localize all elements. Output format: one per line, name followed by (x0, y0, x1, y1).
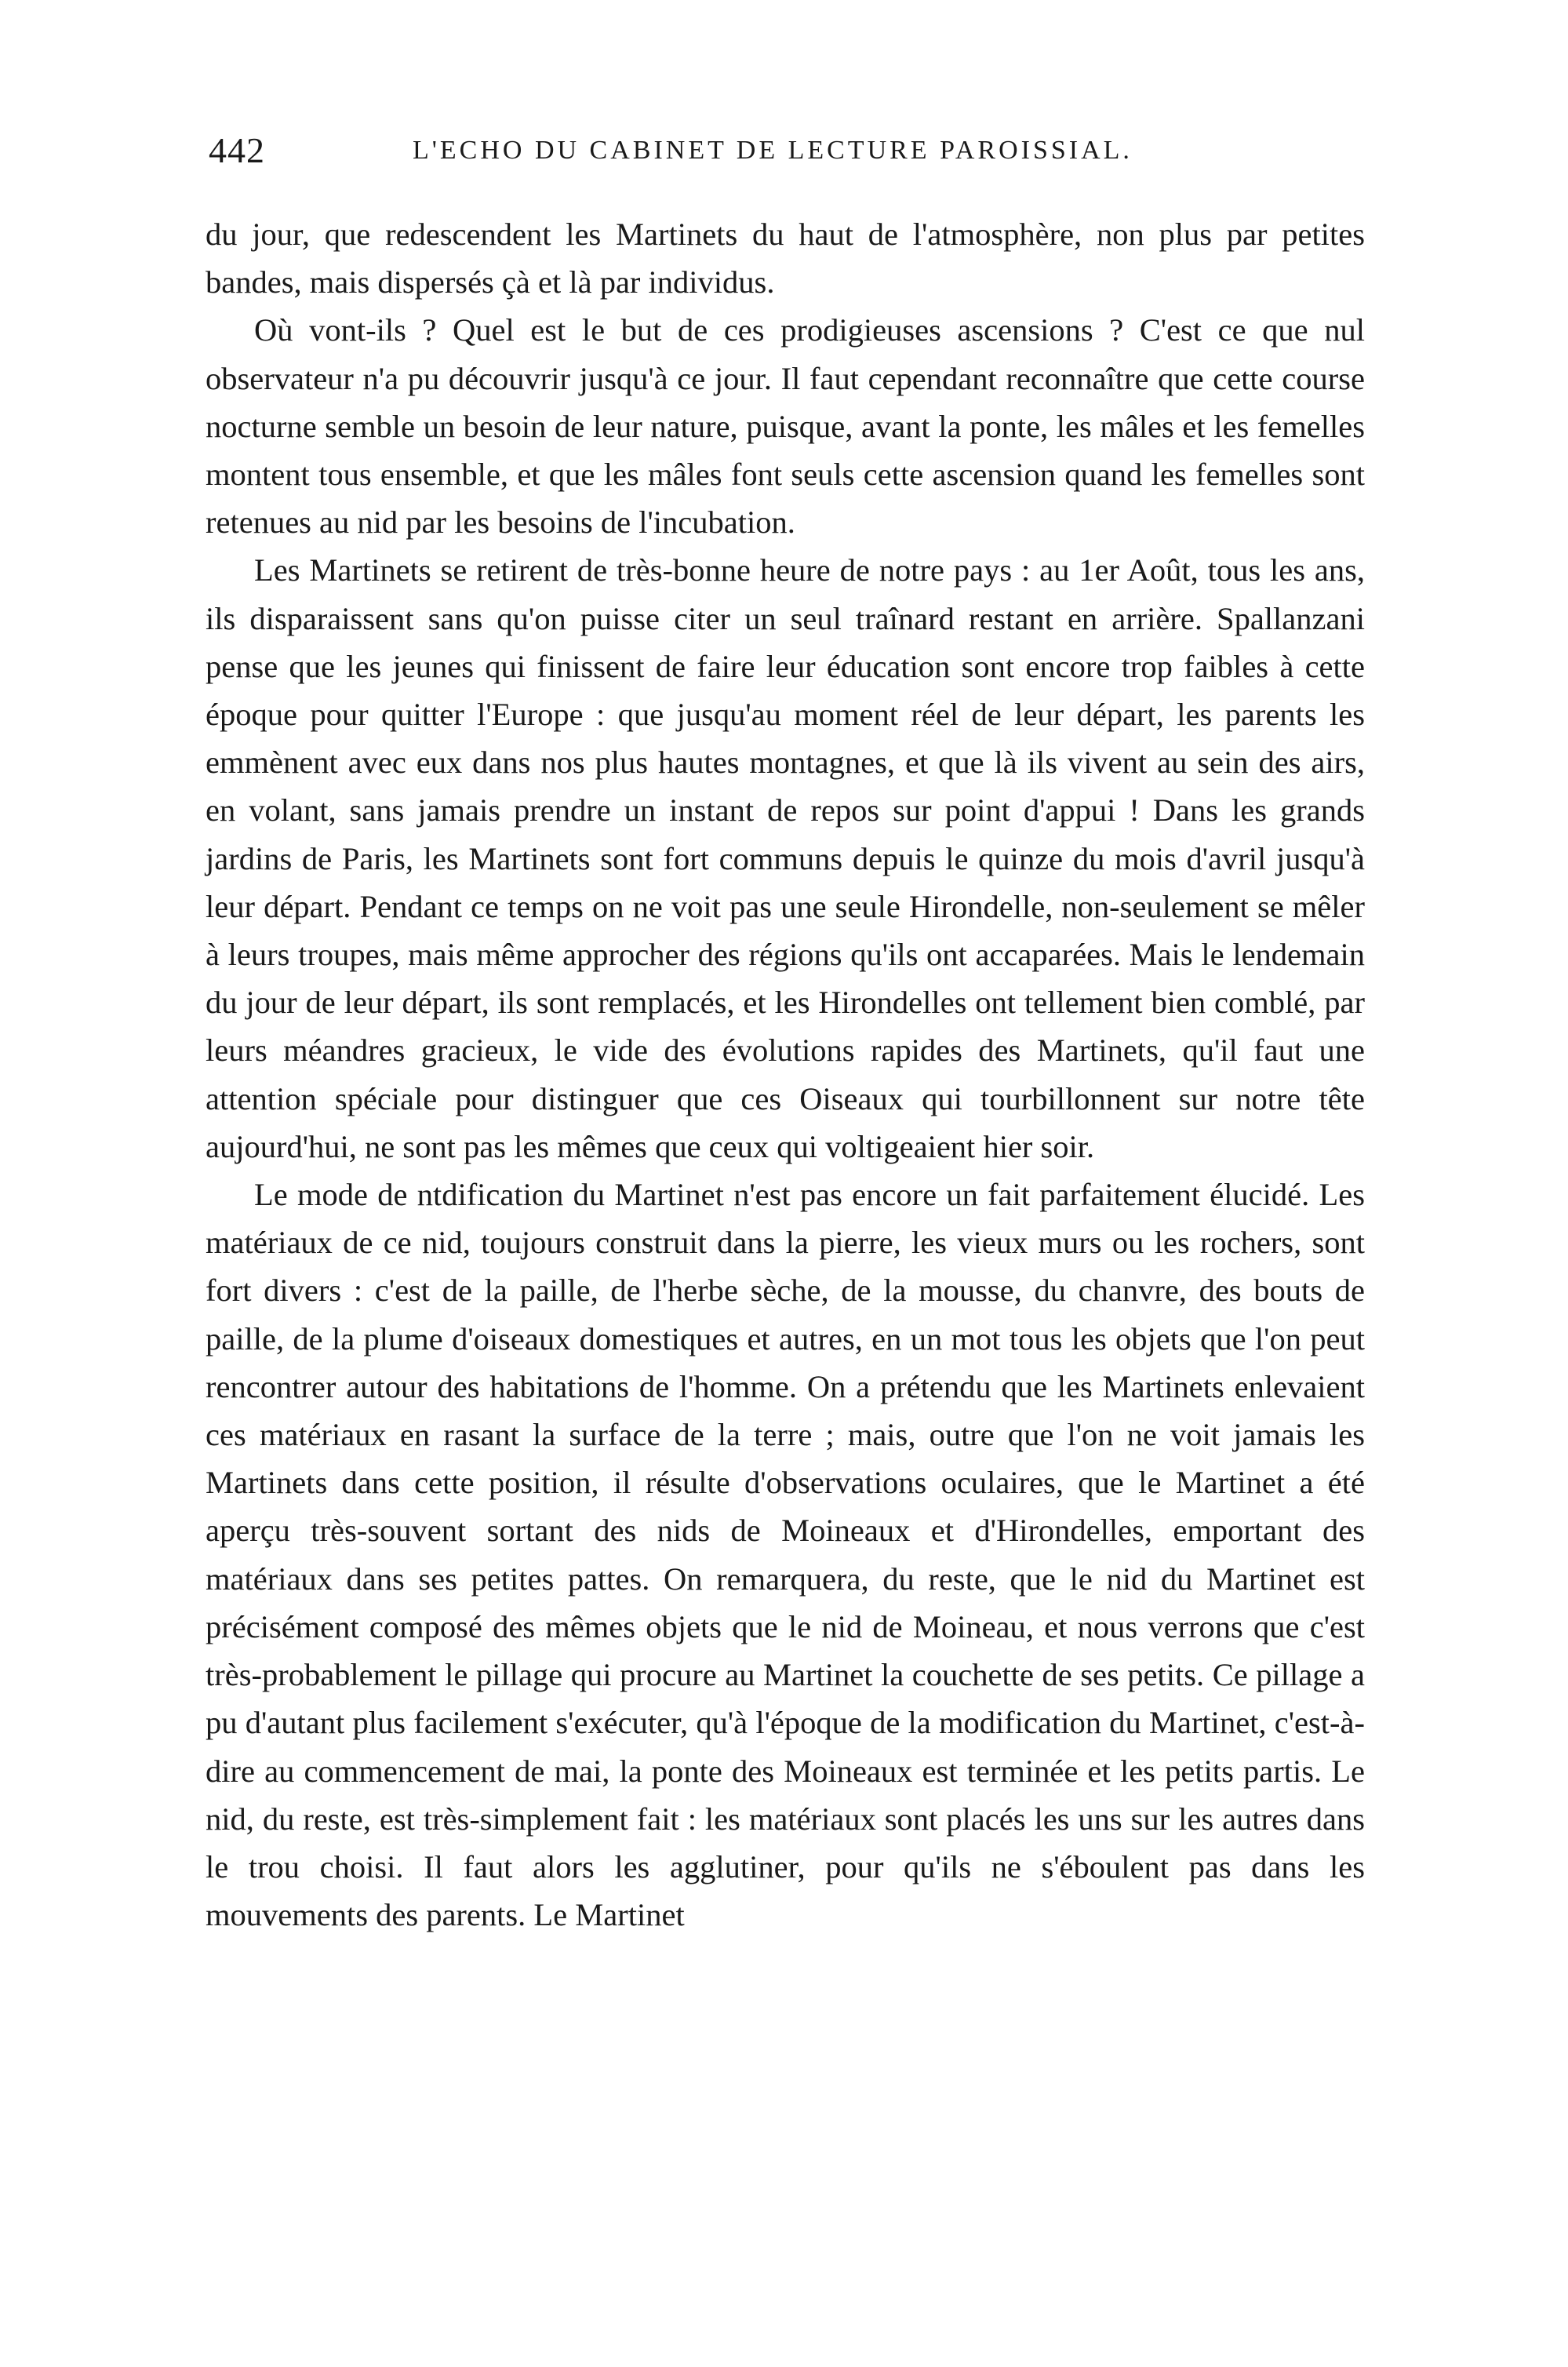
running-title: L'ECHO DU CABINET DE LECTURE PAROISSIAL. (413, 136, 1133, 165)
page-number: 442 (209, 130, 265, 170)
body-text (206, 210, 1365, 1939)
paragraph: Le mode de ntdification du Martinet n'est pas encore un fait parfaitement élucidé. Les matériaux de ce nid, toujours construit dans la pierre, les vieux murs ou les rochers, sont fort divers : c'est de la paille, de l'herbe sèche, de la mousse, du chanvre, des bouts de paille, de la plume d'oiseaux domestiques et autres, en un mot tous les objets que l'on peut rencontrer autour des habitations de l'homme. On a prétendu que les Martinets enlevaient ces matériaux en rasant la surface de la terre ; mais, outre que l'on ne voit jamais les Martinets dans cette position, il résulte d'observations oculaires, que le Martinet a été aperçu très-souvent sortant des nids de Moineaux et d'Hirondelles, emportant des matériaux dans ses petites pattes. On remarquera, du reste, que le nid du Martinet est précisément composé des mêmes objets que le nid de Moineau, et nous verrons que c'est très-probablement le pillage qui procure au Martinet la couchette de ses petits. Ce pillage a pu d'autant plus facilement s'exécuter, qu'à l'époque de la modification du Martinet, c'est-à-dire au commencement de mai, la ponte des Moineaux est terminée et les petits partis. Le nid, du reste, est très-simplement fait : les matériaux sont placés les uns sur les autres dans le trou choisi. Il faut alors les agglutiner, pour qu'ils ne s'éboulent pas dans les mouvements des parents. Le Martinet (206, 1177, 1365, 1933)
paragraph-continuation: du jour, que redescendent les Martinets du haut de l'atmosphère, non plus par petites bandes, mais dispersés çà et là par individus. (206, 217, 1365, 300)
running-head (209, 129, 1365, 177)
paragraph: Les Martinets se retirent de très-bonne heure de notre pays : au 1er Août, tous les ans, ils disparaissent sans qu'on puisse citer un seul traînard restant en arrière. Spallanzani pense que les jeunes qui finissent de faire leur éducation sont encore trop faibles à cette époque pour quitter l'Europe : que jusqu'au moment réel de leur départ, les parents les emmènent avec eux dans nos plus hautes montagnes, et que là ils vivent au sein des airs, en volant, sans jamais prendre un instant de repos sur point d'appui ! Dans les grands jardins de Paris, les Martinets sont fort communs depuis le quinze du mois d'avril jusqu'à leur départ. Pendant ce temps on ne voit pas une seule Hirondelle, non-seulement se mêler à leurs troupes, mais même approcher des régions qu'ils ont accaparées. Mais le lendemain du jour de leur départ, ils sont remplacés, et les Hirondelles ont tellement bien comblé, par leurs méandres gracieux, le vide des évolutions rapides des Martinets, qu'il faut une attention spéciale pour distinguer que ces Oiseaux qui tourbillonnent sur notre tête aujourd'hui, ne sont pas les mêmes que ceux qui voltigeaient hier soir. (206, 552, 1365, 1164)
paragraph: Où vont-ils ? Quel est le but de ces prodigieuses ascensions ? C'est ce que nul observateur n'a pu découvrir jusqu'à ce jour. Il faut cependant reconnaître que cette course nocturne semble un besoin de leur nature, puisque, avant la ponte, les mâles et les femelles montent tous ensemble, et que les mâles font seuls cette ascension quand les femelles sont retenues au nid par les besoins de l'incubation. (206, 312, 1365, 541)
